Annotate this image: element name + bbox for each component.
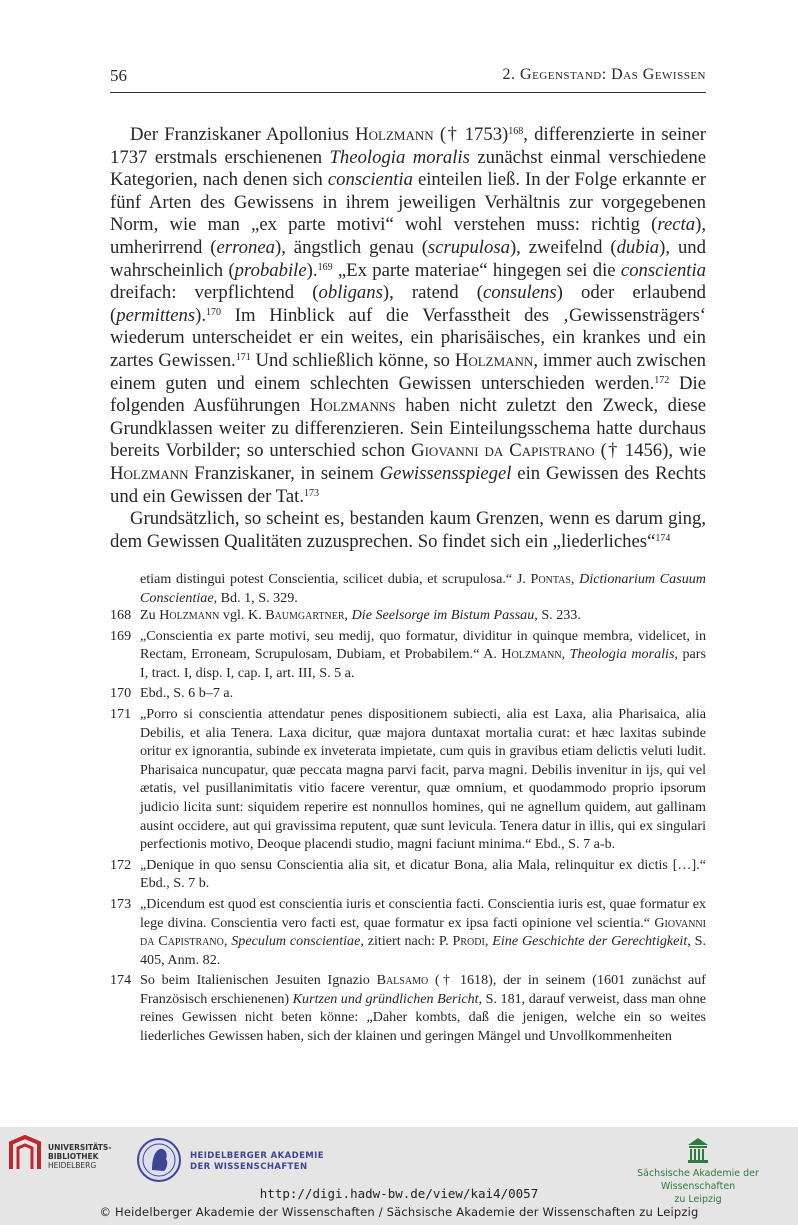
copyright-notice: © Heidelberger Akademie der Wissenschaften / Sächsische Akademie der Wissenschaften zu Leipzig <box>99 1205 699 1219</box>
footnote-168: 168 Zu Holzmann vgl. K. Baumgartner, Die Seelsorge im Bistum Passau, S. 233. <box>110 607 581 623</box>
paragraph-2: Grundsätzlich, so scheint es, bestanden kaum Grenzen, wenn es darum ging, dem Gewissen Qualitäten zuzusprechen. So findet sich ein „liederliches“$^{174}$ <box>110 508 706 552</box>
footnote-ref: 169 <box>317 261 333 273</box>
ub-heidelberg-logo[interactable] <box>8 1135 118 1185</box>
hadw-seal-icon <box>136 1137 182 1183</box>
main-text <box>110 124 706 553</box>
footnote-ref: 170 <box>206 306 222 318</box>
footnote-ref: 172 <box>654 374 670 386</box>
digitization-footer <box>0 1127 798 1225</box>
footnotes <box>110 606 706 1048</box>
ub-logo-icon <box>8 1135 42 1173</box>
footnote-172: 172 „Denique in quo sensu Conscientia alia sit, et dicatur Bona, alia Mala, relinquitur ex dictis […].“ Ebd., S. 7 b. <box>110 856 706 892</box>
ub-name-line1: UNIVERSITÄTS- <box>48 1143 112 1152</box>
footnote-continuation: etiam distingui potest Conscientia, scilicet dubia, et scrupulosa.“ J. Pontas, Dictionarium Casuum Conscientiae, Bd. 1, S. 329. <box>140 571 706 606</box>
footnote-169: 169 „Conscientia ex parte motivi, seu medij, quo formatur, dividitur in quinque membra, videlicet, in Rectam, Erroneam, Scrupulosam, Dubiam, et Probabilem.“ A. Holzmann, Theologia moralis, pars I, tract. I, disp. I, cap. I, art. III, S. 5 a. <box>110 627 706 681</box>
saxon-name-line2: zu Leipzig <box>674 1194 722 1205</box>
footnote-171: 171 „Porro si conscientia attendatur penes dispositionem subiecti, alia est Laxa, alia Pharisaica, alia Debilis, et alia Tenera. Laxa dicitur, quæ majora duntaxat mortalia curat: et hæc laxitas subinde oritur ex ignorantia, subinde ex inveterata impietate, cum quis in gravibus etiam delictis veluti ludit. Pharisaica nuncupatur, quæ peccata magna parvi facit, parva magni. Debilis invenitur in ijs, qui vel ætatis, vel pusillanimitatis vitio facere verentur, quæ omnium, et quodammodo proprio ipsorum judicio licita sunt: siquidem reperire est nonnullos homines, qui ne agnellum quidem, aut gallinam ausint occidere, aut qui gravissima reputent, quæ sunt levicula. Tenera datur in illis, qui ex singulari perfectionis motivo, Deoque placendi studio, magni faciunt minima.“ Ebd., S. 7 a-b. <box>110 705 706 853</box>
footnote-170: 170 Ebd., S. 6 b–7 a. <box>110 685 234 702</box>
saxon-name-line1: Sächsische Akademie der Wissenschaften <box>637 1168 759 1192</box>
permalink-url[interactable]: http://digi.hadw-bw.de/view/kai4/0057 <box>259 1186 539 1201</box>
hadw-name-line2: DER WISSENSCHAFTEN <box>190 1162 308 1172</box>
footnote-173: 173 „Dicendum est quod est conscientia iuris et conscientia facti. Conscientia iuris est, quae formatur ex lege divina. Conscientia vero facti est, quae formatur ex ipsa facti opinione vel scientia.“ Giovanni da Capistrano, Speculum conscientiae, zitiert nach: P. Prodi, Eine Geschichte der Gerechtigkeit, S. 405, Anm. 82. <box>110 895 707 968</box>
footnote-ref: 173 <box>304 487 320 499</box>
footnote-ref: 168 <box>508 126 524 137</box>
hadw-name-line1: HEIDELBERGER AKADEMIE <box>190 1151 324 1161</box>
paragraph-1: Der Franziskaner Apollonius Holzmann († 1753)$^{168}$, differenzierte in seiner 1737 erstmals erschienenen Theologia moralis zunächst einmal verschiedene Kategorien, nach denen sich conscientia einteilen ließ. In der Folge erkannte er fünf Arten des Gewissens in ihrem jeweiligen Verhältnis zur vorgegebenen Norm, wie man „ex parte motivi“ wohl verstehen muss: richtig (recta), umherirrend (erronea), ängstlich genau (scrupulosa), zweifelnd (dubia), und wahrscheinlich (probabile).$^{169}$ „Ex parte materiae“ hingegen sei die conscientia dreifach: verpflichtend (obligans), ratend (consulens) oder erlaubend (permittens).$^{170}$ Im Hinblick auf die Verfasstheit des ‚Gewissensträgers‘ wiederum unterscheidet er ein weites, ein pharisäisches, ein krankes und ein zartes Gewissen.$^{171}$ Und schließlich könne, so Holzmann, immer auch zwischen einem guten und einem schlechten Gewissen unterschieden werden.$^{172}$ Die folgenden Ausführungen Holzmanns haben nicht zuletzt den Zweck, diese Grundklassen weiter zu differenzieren. Sein Einteilungsschema hatte durchaus bereits Vorbilder; so unterschied schon Giovanni da Capistrano († 1456), wie Holzmann Franziskaner, in seinem Gewissensspiegel ein Gewissen des Rechts und ein Gewissen der Tat.$^{173}$ <box>110 124 707 507</box>
ub-name-line3: HEIDELBERG <box>48 1161 97 1170</box>
hadw-logo[interactable] <box>136 1137 376 1189</box>
running-head-title: 2. Gegenstand: Das Gewissen <box>502 66 706 83</box>
footnote-ref: 174 <box>655 532 671 544</box>
ub-name-line2: BIBLIOTHEK <box>48 1152 99 1161</box>
page-number: 56 <box>110 66 127 85</box>
footnote-174: 174 So beim Italienischen Jesuiten Ignazio Balsamo († 1618), der in seinem (1601 zunächst auf Französisch erschienenen) Kurtzen und gründlichen Bericht, S. 181, darauf verweist, dass man ohne reines Gewissen nicht beten könne: „Daher kombts, daß die jenigen, welche ein so weites liederliches Gewissen haben, sich der klainen und geringen Mängel und Unvollkommenheiten <box>110 972 707 1045</box>
saxon-academy-building-icon <box>687 1137 709 1163</box>
running-header <box>110 66 706 93</box>
footnote-ref: 171 <box>235 351 251 363</box>
